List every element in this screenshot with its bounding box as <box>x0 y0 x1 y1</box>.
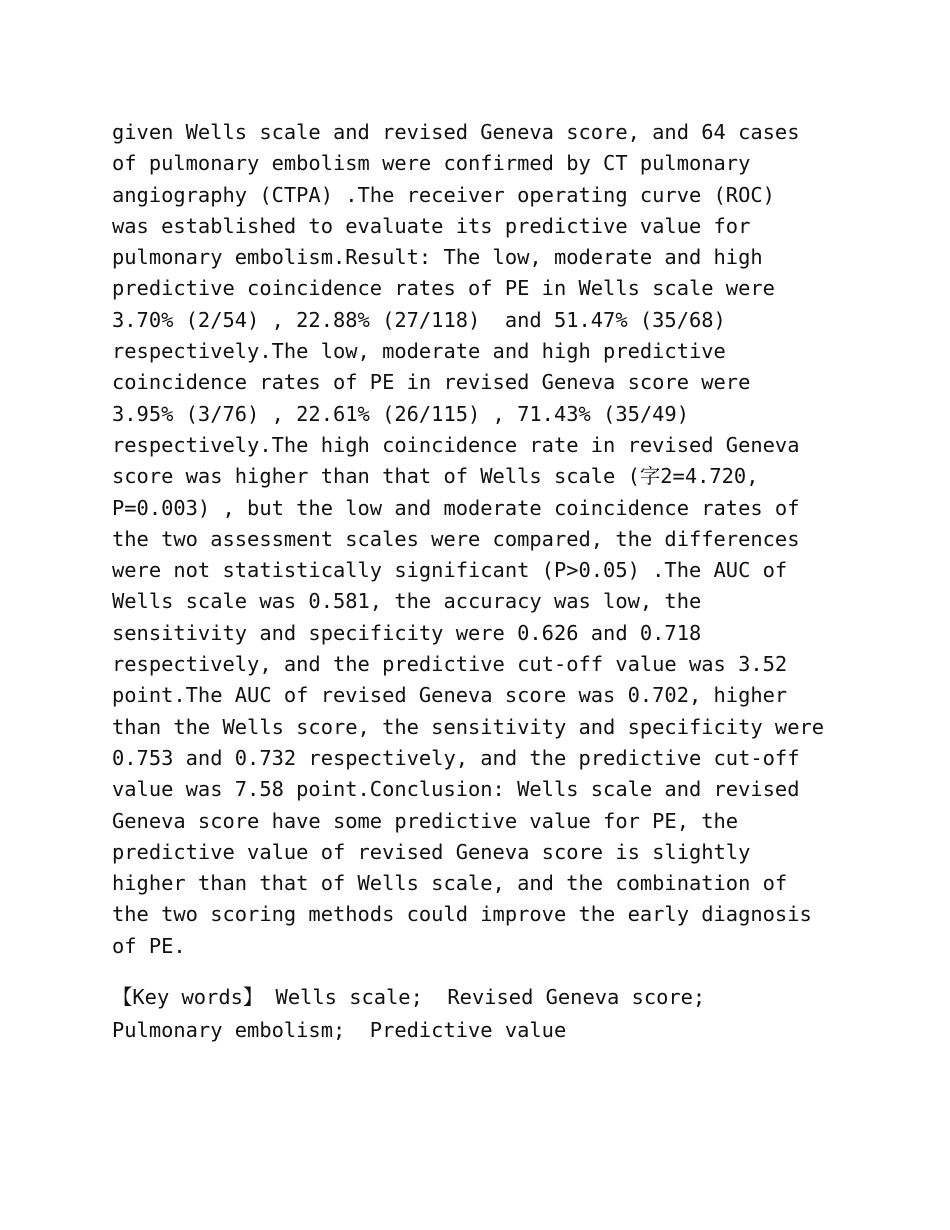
abstract-line: than the Wells score, the sensitivity and specificity were <box>112 714 825 739</box>
abstract-line: 3.95% (3/76) , 22.61% (26/115) , 71.43% (35/49) <box>112 401 689 426</box>
abstract-line: higher than that of Wells scale, and the combination of <box>112 871 788 896</box>
abstract-line: of pulmonary embolism were confirmed by CT pulmonary <box>112 151 751 176</box>
abstract-line: coincidence rates of PE in revised Geneva score were <box>112 370 751 395</box>
abstract-line: respectively.The low, moderate and high predictive <box>112 339 726 364</box>
abstract-line: was established to evaluate its predictive value for <box>112 213 751 238</box>
abstract-line: of PE. <box>112 933 186 958</box>
keywords-line: 【Key words】 Wells scale; Revised Geneva score; <box>112 985 706 1009</box>
abstract-line: angiography (CTPA) .The receiver operating curve (ROC) <box>112 182 775 207</box>
abstract-line: score was higher than that of Wells scale (字2=4.720, <box>112 464 759 489</box>
abstract-line: 0.753 and 0.732 respectively, and the predictive cut-off <box>112 745 800 770</box>
keywords-line: Pulmonary embolism; Predictive value <box>112 1017 567 1042</box>
abstract-line: were not statistically significant (P>0.05) .The AUC of <box>112 558 788 583</box>
keywords-section <box>112 981 872 1046</box>
abstract-line: respectively.The high coincidence rate in revised Geneva <box>112 432 800 457</box>
abstract-line: sensitivity and specificity were 0.626 and 0.718 <box>112 620 702 645</box>
abstract-line: Geneva score have some predictive value for PE, the <box>112 808 739 833</box>
abstract-line: predictive coincidence rates of PE in Wells scale were <box>112 276 775 301</box>
abstract-line: respectively, and the predictive cut-off value was 3.52 <box>112 652 788 677</box>
abstract-line: the two assessment scales were compared, the differences <box>112 526 800 551</box>
abstract-line: value was 7.58 point.Conclusion: Wells scale and revised <box>112 777 800 802</box>
abstract-line: pulmonary embolism.Result: The low, moderate and high <box>112 245 763 270</box>
abstract-body <box>112 117 872 962</box>
abstract-line: given Wells scale and revised Geneva score, and 64 cases <box>112 120 800 144</box>
abstract-line: point.The AUC of revised Geneva score was 0.702, higher <box>112 683 788 708</box>
abstract-line: predictive value of revised Geneva score is slightly <box>112 839 751 864</box>
abstract-line: the two scoring methods could improve the early diagnosis <box>112 902 812 927</box>
abstract-line: 3.70% (2/54) , 22.88% (27/118) and 51.47% (35/68) <box>112 307 726 332</box>
abstract-line: Wells scale was 0.581, the accuracy was low, the <box>112 589 702 614</box>
abstract-line: P=0.003) , but the low and moderate coincidence rates of <box>112 495 800 520</box>
